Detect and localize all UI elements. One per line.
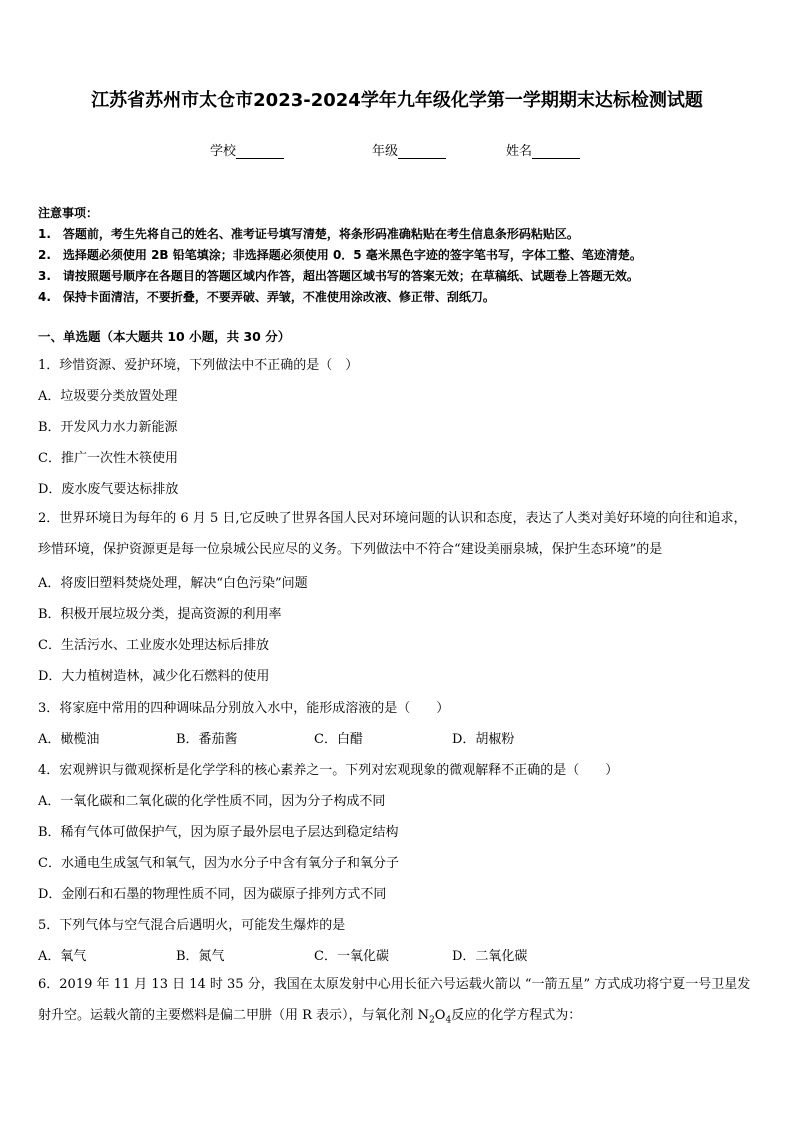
notes-block	[38, 203, 758, 308]
question-1-stem: 1．珍惜资源、爱护环境，下列做法中不正确的是（ ）	[38, 358, 359, 373]
q2-option-d: D．大力植树造林，减少化石燃料的使用	[38, 669, 270, 684]
q5-option-c: C．一氧化碳	[314, 949, 389, 964]
q2-option-b: B．积极开展垃圾分类，提高资源的利用率	[38, 607, 282, 622]
q6-subscript-o: 4	[445, 1015, 452, 1026]
notes-heading: 注意事项：	[38, 206, 99, 220]
note-item: 4. 保持卡面清洁，不要折叠，不要弄破、弄皱，不准使用涂改液、修正带、刮纸刀。	[38, 290, 495, 304]
q1-option-d: D．废水废气要达标排放	[38, 482, 179, 497]
q3-option-a: A．橄榄油	[38, 732, 100, 747]
q1-option-a: A．垃圾要分类放置处理	[38, 389, 178, 404]
grade-label: 年级	[372, 144, 399, 159]
q6-subscript-n: 2	[429, 1015, 435, 1026]
q4-option-d: D．金刚石和石墨的物理性质不同，因为碳原子排列方式不同	[38, 887, 387, 902]
q2-option-a: A．将废旧塑料焚烧处理，解决“白色污染”问题	[38, 576, 308, 591]
q4-option-a: A．一氧化碳和二氧化碳的化学性质不同，因为分子构成不同	[38, 794, 386, 809]
q6-formula-o: O	[434, 1008, 446, 1023]
q1-option-b: B．开发风力水力新能源	[38, 420, 178, 435]
q1-option-c: C．推广一次性木筷使用	[38, 451, 178, 466]
school-label: 学校	[210, 144, 237, 159]
note-item: 2. 选择题必须使用 2B 铅笔填涂；非选择题必须使用 0．5 毫米黑色字迹的签字笔书写，字体工整、笔迹清楚。	[38, 248, 642, 262]
school-blank	[236, 145, 284, 159]
question-5-stem: 5．下列气体与空气混合后遇明火，可能发生爆炸的是	[38, 918, 346, 933]
question-2-stem: 2．世界环境日为每年的 6 月 5 日,它反映了世界各国人民对环境问题的认识和态度，表达了人类对美好环境的向往和追求，珍惜环境，保护资源更是每一位泉城公民应尽的义务。下列做法中不符合“建设美丽泉城，保护生态环境”的是	[38, 511, 747, 557]
q4-option-b: B．稀有气体可做保护气，因为原子最外层电子层达到稳定结构	[38, 825, 399, 840]
q3-option-c: C．白醋	[314, 732, 363, 747]
question-4-stem: 4．宏观辨识与微观探析是化学学科的核心素养之一。下列对宏观现象的微观解释不正确的是（ ）	[38, 763, 619, 778]
grade-blank	[398, 145, 446, 159]
q5-option-a: A．氧气	[38, 949, 87, 964]
name-blank	[532, 145, 580, 159]
q5-option-d: D．二氧化碳	[452, 949, 528, 964]
note-item: 1. 答题前，考生先将自己的姓名、准考证号填写清楚，将条形码准确粘贴在考生信息条形码粘贴区。	[38, 227, 579, 241]
q5-option-b: B．氮气	[176, 949, 225, 964]
school-field	[210, 140, 284, 159]
grade-field	[372, 140, 446, 159]
name-field	[506, 140, 580, 159]
q4-option-c: C．水通电生成氢气和氧气，因为水分子中含有氧分子和氧分子	[38, 856, 399, 871]
question-3-stem: 3．将家庭中常用的四种调味品分别放入水中，能形成溶液的是（ ）	[38, 701, 450, 716]
q2-option-c: C．生活污水、工业废水处理达标后排放	[38, 638, 269, 653]
page-title: 江苏省苏州市太仓市2023-2024学年九年级化学第一学期期末达标检测试题	[91, 90, 703, 111]
q5-options-row	[38, 945, 758, 965]
note-item: 3. 请按照题号顺序在各题目的答题区域内作答，超出答题区域书写的答案无效；在草稿纸、试题卷上答题无效。	[38, 269, 639, 283]
question-6-stem	[38, 969, 758, 1037]
q3-option-d: D．胡椒粉	[452, 732, 515, 747]
q3-options-row	[38, 728, 758, 748]
q6-stem-text: 6．2019 年 11 月 13 日 14 时 35 分，我国在太原发射中心用长征六号运载火箭以 “一箭五星” 方式成功将宁夏一号卫星发射升空。运载火箭的主要燃料是偏二甲肼（用 R 表示），与氧化剂 N	[38, 977, 751, 1023]
student-info-row	[0, 140, 794, 160]
name-label: 姓名	[506, 144, 533, 159]
q6-stem-end: 反应的化学方程式为：	[451, 1008, 582, 1023]
section-heading: 一、单选题（本大题共 10 小题，共 30 分）	[38, 329, 291, 344]
q3-option-b: B．番茄酱	[176, 732, 238, 747]
